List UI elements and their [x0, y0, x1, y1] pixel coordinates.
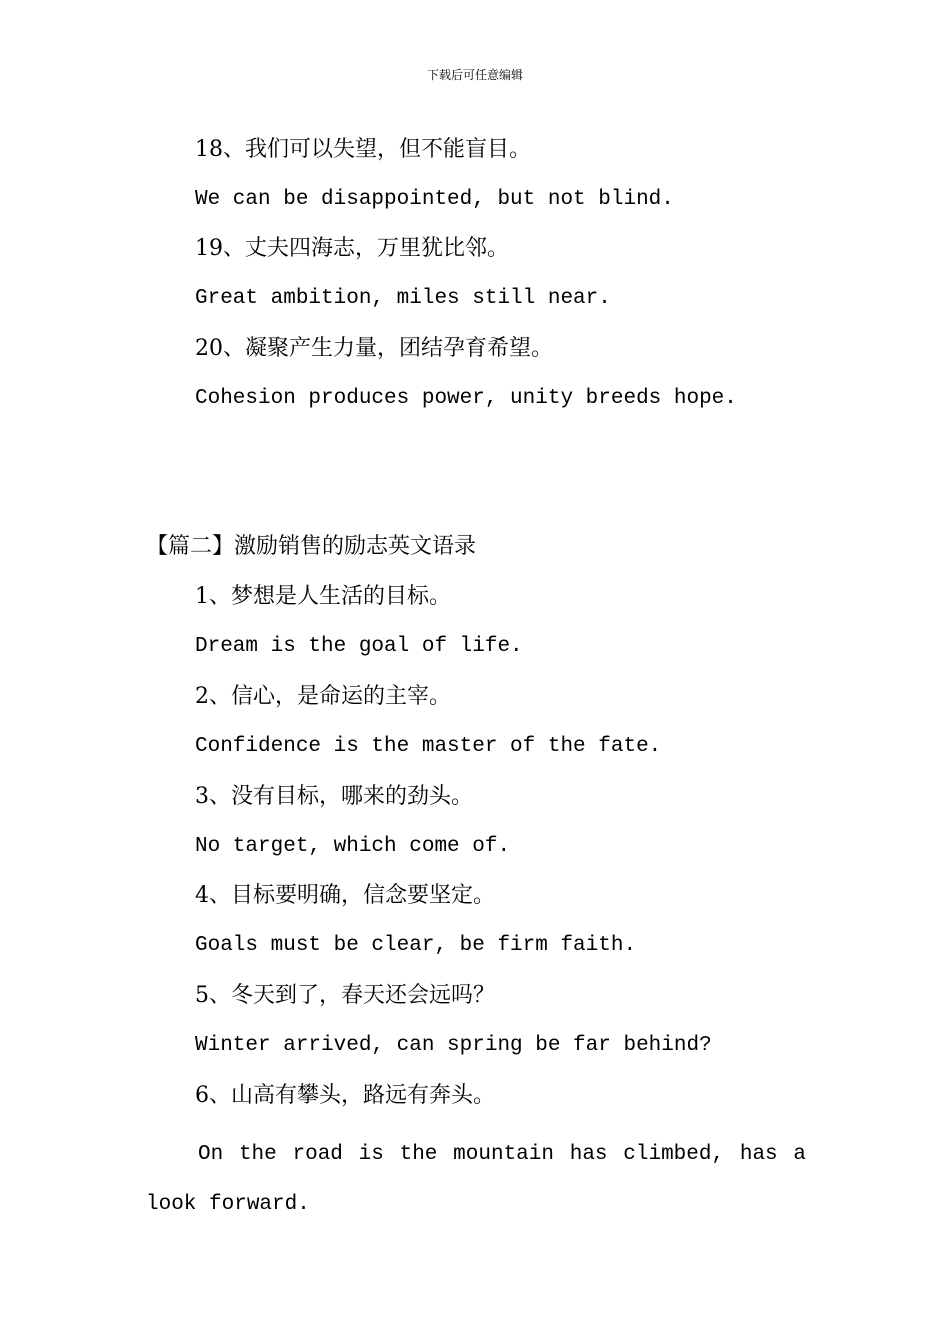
quote-20-chinese: 20、凝聚产生力量，团结孕育希望。	[195, 336, 553, 361]
quote-19-chinese: 19、丈夫四海志，万里犹比邻。	[195, 236, 509, 261]
quote-4-chinese: 4、目标要明确，信念要坚定。	[195, 883, 495, 908]
quote-3-english: No target, which come of.	[195, 835, 511, 858]
quote-1-english: Dream is the goal of life.	[195, 635, 523, 658]
quote-1-chinese: 1、梦想是人生活的目标。	[195, 584, 451, 609]
quote-6-chinese: 6、山高有攀头，路远有奔头。	[195, 1083, 495, 1108]
quote-4-english: Goals must be clear, be firm faith.	[195, 934, 637, 957]
section-heading: 【篇二】激励销售的励志英文语录	[146, 534, 477, 559]
quote-18-english: We can be disappointed, but not blind.	[195, 188, 674, 211]
page-header: 下载后可任意编辑	[426, 68, 523, 82]
quote-19-english: Great ambition, miles still near.	[195, 287, 611, 310]
quote-18-chinese: 18、我们可以失望，但不能盲目。	[195, 137, 531, 162]
quote-2-chinese: 2、信心，是命运的主宰。	[195, 684, 451, 709]
quote-5-chinese: 5、冬天到了，春天还会远吗？	[195, 983, 495, 1008]
quote-2-english: Confidence is the master of the fate.	[195, 735, 662, 758]
quote-3-chinese: 3、没有目标，哪来的劲头。	[195, 784, 473, 809]
quote-5-english: Winter arrived, can spring be far behind?	[195, 1034, 712, 1057]
quote-20-english: Cohesion produces power, unity breeds hope.	[195, 387, 737, 410]
quote-6-english: On the road is the mountain has climbed, has a look forward.	[146, 1143, 806, 1216]
